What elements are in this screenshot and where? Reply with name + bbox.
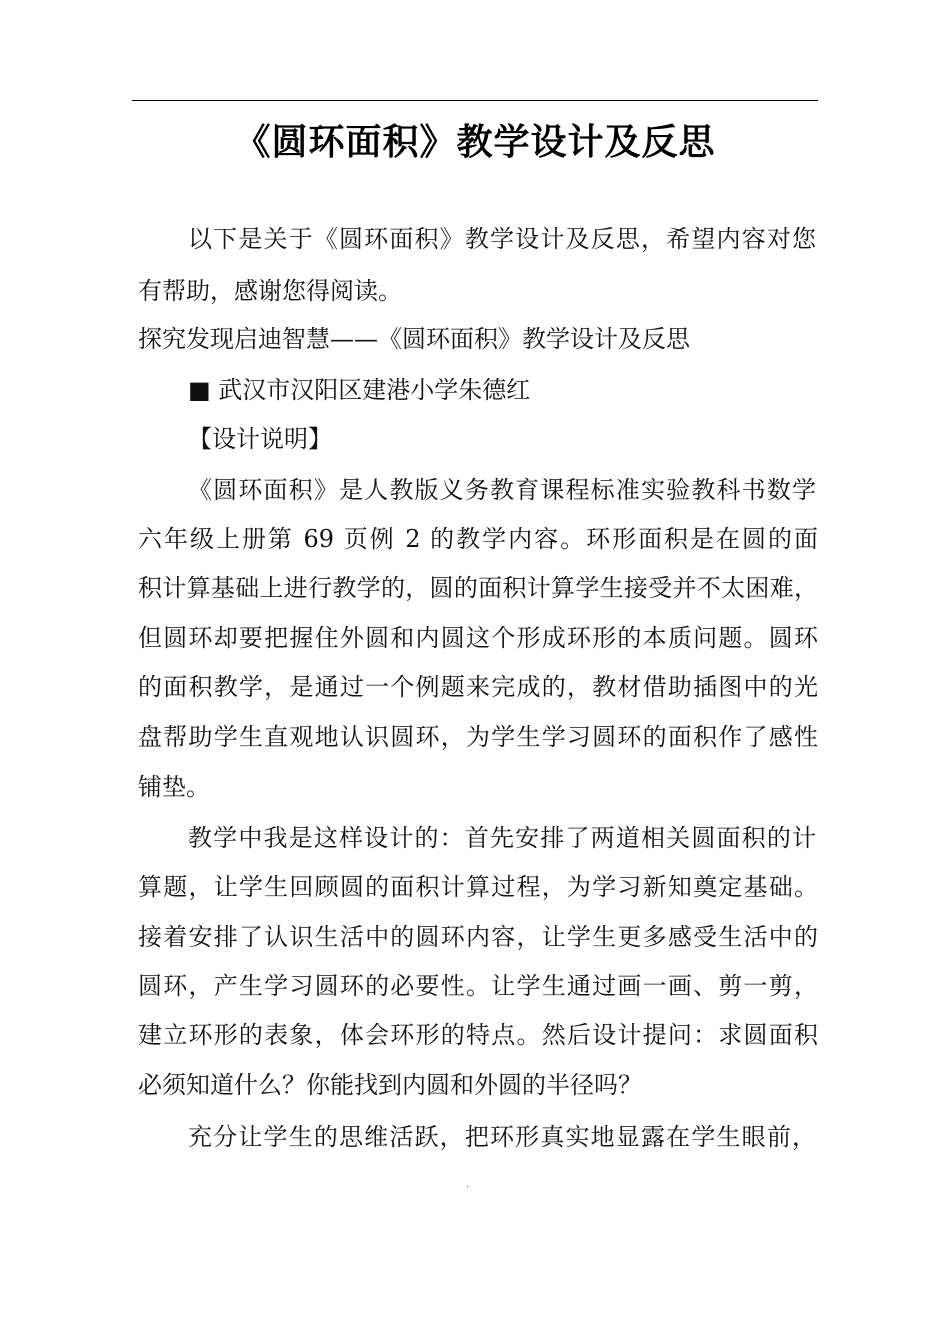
paragraph-1-line-2: 六年级上册第 69 页例 2 的教学内容。环形面积是在圆的面: [138, 525, 818, 553]
paragraph-2-line-1: 教学中我是这样设计的：首先安排了两道相关圆面积的计: [188, 824, 816, 852]
section-heading-design-notes: 【设计说明】: [188, 425, 332, 453]
paragraph-2-line-4: 圆环，产生学习圆环的必要性。让学生通过画一画、剪一剪，: [138, 972, 818, 1000]
paragraph-2-line-2: 算题，让学生回顾圆的面积计算过程，为学习新知奠定基础。: [138, 873, 818, 901]
paragraph-3-line-1: 充分让学生的思维活跃，把环形真实地显露在学生眼前，: [188, 1123, 816, 1151]
paragraph-2-line-3: 接着安排了认识生活中的圆环内容，让学生更多感受生活中的: [138, 923, 818, 951]
paragraph-1-line-7: 铺垫。: [138, 773, 210, 801]
paragraph-1-line-5: 的面积教学，是通过一个例题来完成的，教材借助插图中的光: [138, 673, 818, 701]
paragraph-1-line-1: 《圆环面积》是人教版义务教育课程标准实验教科书数学: [188, 476, 816, 504]
paragraph-1-line-6: 盘帮助学生直观地认识圆环，为学生学习圆环的面积作了感性: [138, 723, 818, 751]
paragraph-2-line-6: 必须知道什么？你能找到内圆和外圆的半径吗？: [138, 1071, 642, 1099]
author-line: ■ 武汉市汉阳区建港小学朱德红: [188, 376, 531, 404]
intro-line-1: 以下是关于《圆环面积》教学设计及反思，希望内容对您: [188, 225, 816, 253]
paragraph-2-line-5: 建立环形的表象，体会环形的特点。然后设计提问：求圆面积: [138, 1021, 818, 1049]
footer-mark: .: [466, 1179, 470, 1190]
header-rule: [132, 100, 818, 101]
subtitle-line: 探究发现启迪智慧——《圆环面积》教学设计及反思: [138, 325, 690, 353]
paragraph-1-line-4: 但圆环却要把握住外圆和内圆这个形成环形的本质问题。圆环: [138, 624, 818, 652]
intro-line-2: 有帮助，感谢您得阅读。: [138, 277, 402, 305]
page-title: 《圆环面积》教学设计及反思: [234, 122, 716, 163]
paragraph-1-line-3: 积计算基础上进行教学的，圆的面积计算学生接受并不太困难，: [138, 574, 818, 602]
